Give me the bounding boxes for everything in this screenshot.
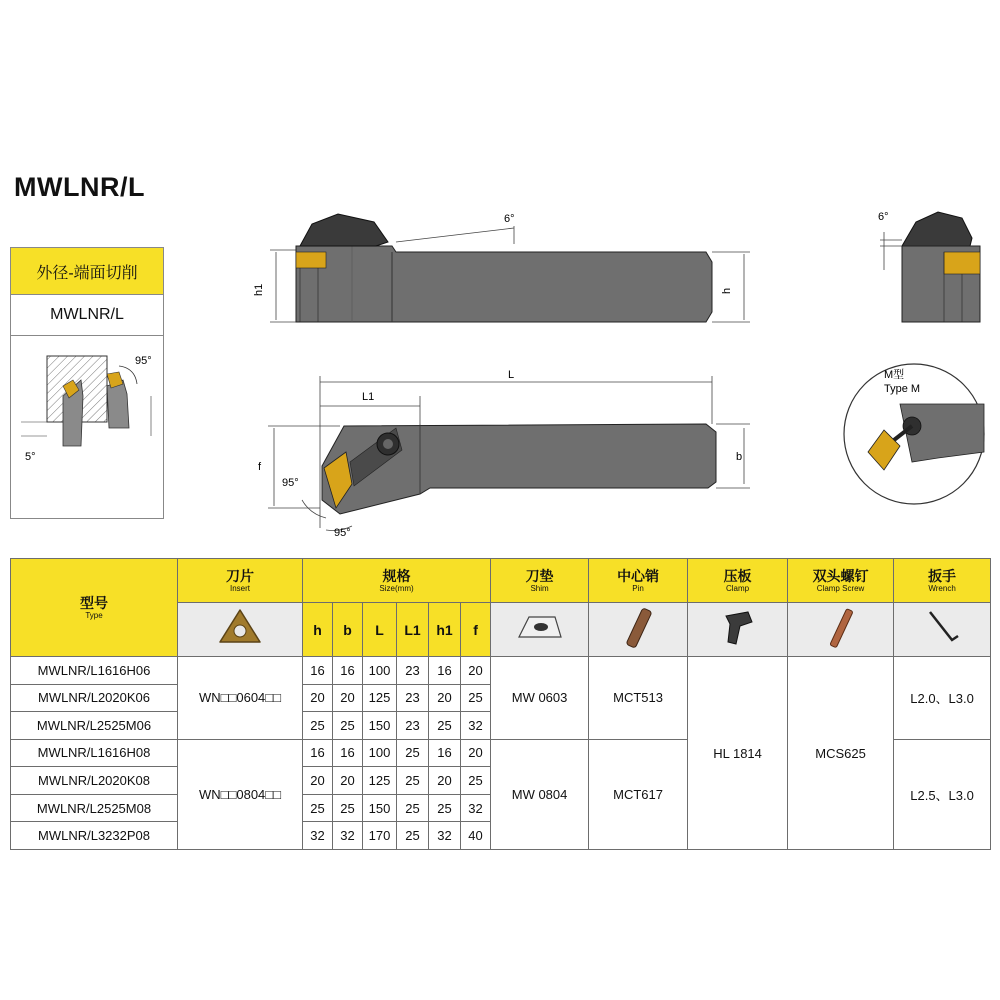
side-angle-5: 5° <box>25 451 36 463</box>
header-wrench: 扳手 Wrench <box>894 559 991 603</box>
cell-b: 32 <box>333 822 363 850</box>
shim-group-2: MW 0804 <box>491 739 589 849</box>
cell-b: 25 <box>333 794 363 822</box>
dim-header-f: f <box>461 603 491 657</box>
header-type: 型号 Type <box>11 559 178 657</box>
angle-95-label-b: 95° <box>334 527 351 539</box>
table-row <box>11 657 991 685</box>
cell-h1: 16 <box>429 739 461 767</box>
insert-group-1: WN□□0604□□ <box>178 657 303 740</box>
pin-image <box>589 603 688 657</box>
shim-image <box>491 603 589 657</box>
cell-L1: 25 <box>397 739 429 767</box>
row-type: MWLNR/L1616H08 <box>11 739 178 767</box>
clamp-cell: HL 1814 <box>688 657 788 850</box>
cell-h1: 16 <box>429 657 461 685</box>
cell-L: 125 <box>363 684 397 712</box>
type-m-en: Type M <box>884 383 921 395</box>
cell-f: 25 <box>461 767 491 795</box>
dim-header-L1: L1 <box>397 603 429 657</box>
end-view <box>880 212 980 322</box>
wrench-group-2: L2.5、L3.0 <box>894 739 991 849</box>
cell-b: 16 <box>333 657 363 685</box>
row-type: MWLNR/L2020K08 <box>11 767 178 795</box>
h-label: h <box>721 287 733 294</box>
cell-h1: 20 <box>429 684 461 712</box>
cell-f: 20 <box>461 739 491 767</box>
clamp-image <box>688 603 788 657</box>
b-label: b <box>736 451 743 463</box>
cell-L1: 25 <box>397 794 429 822</box>
page-title: MWLNR/L <box>14 172 145 202</box>
cell-h: 20 <box>303 767 333 795</box>
cell-h1: 25 <box>429 794 461 822</box>
L-label: L <box>508 369 515 381</box>
clamp-screw-cell: MCS625 <box>788 657 894 850</box>
row-type: MWLNR/L3232P08 <box>11 822 178 850</box>
h1-label: h1 <box>253 283 265 296</box>
row-type: MWLNR/L2525M08 <box>11 794 178 822</box>
header-shim: 刀垫 Shim <box>491 559 589 603</box>
insert-group-2: WN□□0804□□ <box>178 739 303 849</box>
cell-L: 100 <box>363 739 397 767</box>
f-label: f <box>258 461 262 473</box>
cell-L: 125 <box>363 767 397 795</box>
cell-f: 25 <box>461 684 491 712</box>
side-panel-model: MWLNR/L <box>11 295 163 336</box>
dim-header-h: h <box>303 603 333 657</box>
cell-L1: 23 <box>397 684 429 712</box>
cell-L1: 23 <box>397 657 429 685</box>
cell-L1: 23 <box>397 712 429 740</box>
row-type: MWLNR/L2020K06 <box>11 684 178 712</box>
shim-icon <box>515 611 565 645</box>
cell-h: 16 <box>303 739 333 767</box>
pin-group-2: MCT617 <box>589 739 688 849</box>
cell-f: 32 <box>461 712 491 740</box>
header-size: 规格 Size(mm) <box>303 559 491 603</box>
cell-L: 100 <box>363 657 397 685</box>
angle-95-label-a: 95° <box>282 477 299 489</box>
cell-h: 16 <box>303 657 333 685</box>
dim-header-h1: h1 <box>429 603 461 657</box>
wrench-icon <box>922 606 962 650</box>
cell-h: 32 <box>303 822 333 850</box>
side-panel-heading: 外径-端面切削 <box>11 248 163 295</box>
angle-6-label: 6° <box>504 213 515 225</box>
dim-header-b: b <box>333 603 363 657</box>
row-type: MWLNR/L2525M06 <box>11 712 178 740</box>
cell-L: 150 <box>363 794 397 822</box>
cell-L1: 25 <box>397 822 429 850</box>
cell-L: 150 <box>363 712 397 740</box>
top-view-holder <box>268 376 750 531</box>
header-insert: 刀片 Insert <box>178 559 303 603</box>
cell-b: 20 <box>333 767 363 795</box>
type-m-cn: M型 <box>884 369 905 381</box>
header-pin: 中心销 Pin <box>589 559 688 603</box>
cell-L: 170 <box>363 822 397 850</box>
cell-f: 32 <box>461 794 491 822</box>
cell-h1: 25 <box>429 712 461 740</box>
cell-h: 25 <box>303 712 333 740</box>
wrench-image <box>894 603 991 657</box>
cell-h: 20 <box>303 684 333 712</box>
cell-b: 16 <box>333 739 363 767</box>
L1-label: L1 <box>362 391 375 403</box>
cell-h: 25 <box>303 794 333 822</box>
angle-6-side-label: 6° <box>878 211 889 223</box>
side-view-holder <box>270 214 750 322</box>
wrench-group-1: L2.0、L3.0 <box>894 657 991 740</box>
cell-h1: 20 <box>429 767 461 795</box>
shim-group-1: MW 0603 <box>491 657 589 740</box>
cell-f: 40 <box>461 822 491 850</box>
row-type: MWLNR/L1616H06 <box>11 657 178 685</box>
clamp-screw-image <box>788 603 894 657</box>
cell-b: 20 <box>333 684 363 712</box>
header-clamp: 压板 Clamp <box>688 559 788 603</box>
insert-image <box>178 603 303 657</box>
pin-icon <box>618 606 658 650</box>
side-angle-95: 95° <box>135 355 152 367</box>
spec-table <box>10 558 990 850</box>
cell-L1: 25 <box>397 767 429 795</box>
header-clamp-screw: 双头螺钉 Clamp Screw <box>788 559 894 603</box>
clamp-icon <box>718 606 758 650</box>
cell-b: 25 <box>333 712 363 740</box>
pin-group-1: MCT513 <box>589 657 688 740</box>
insert-icon <box>218 608 262 648</box>
cell-h1: 32 <box>429 822 461 850</box>
clamp-screw-icon <box>821 606 861 650</box>
cell-f: 20 <box>461 657 491 685</box>
dim-header-L: L <box>363 603 397 657</box>
